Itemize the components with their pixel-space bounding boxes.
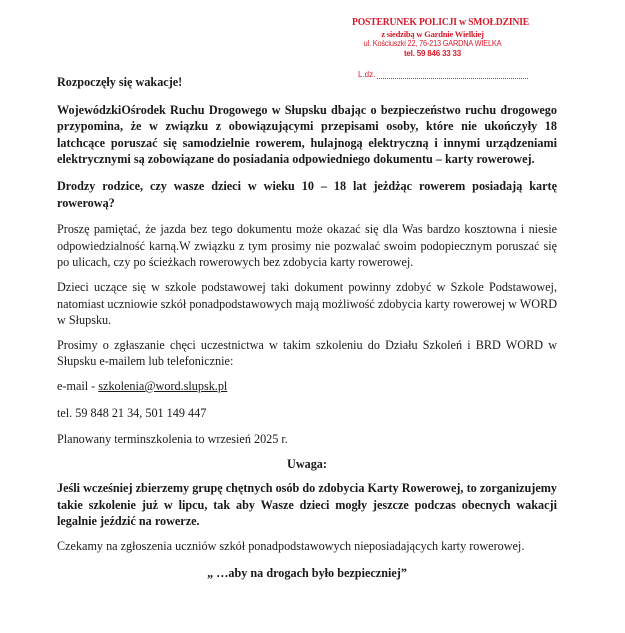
email-line	[57, 378, 557, 395]
email-link[interactable]: szkolenia@word.slupsk.pl	[98, 378, 228, 393]
planned-date: Planowany terminszkolenia to wrzesień 2025 r.	[57, 432, 288, 447]
motto: „ …aby na drogach było bezpieczniej”	[207, 565, 407, 580]
stamp-line-4: tel. 59 846 33 33	[403, 49, 462, 58]
police-stamp	[345, 16, 530, 59]
question-paragraph: Drodzy rodzice, czy wasze dzieci w wieku 10 – 18 lat jeżdżąc rowerem posiadają kartę rowerową?	[57, 178, 557, 210]
warning-paragraph: Proszę pamiętać, że jazda bez tego dokumentu może okazać się dla Was bardzo kosztowna i niesie odpowiedzialność karną.W związku z tym prosimy nie pozwalać swoim podopiecznym poruszać się po ulicach, czy po ścieżkach rowerowych bez zdobycia karty rowerowej.	[57, 222, 557, 270]
note-paragraph: Jeśli wcześniej zbierzemy grupę chętnych osób do zdobycia Karty Rowerowej, to zorganizujemy takie szkolenie już w lipcu, tak aby Wasze dzieci mogły jeszcze podczas obecnych wakacji legalnie jeździć na rowerze.	[57, 481, 557, 529]
registry-label: L.dz.	[358, 70, 376, 79]
intro-paragraph: WojewódzkiOśrodek Ruchu Drogowego w Słupsku dbając o bezpieczeństwo ruchu drogowego przypomina, że w związku z obowiązującymi przepisami osoby, które nie ukończyły 18 latchcące poruszać się samodzielnie rowerem, hulajnogą elektryczną i innymi urządzeniami elektrycznymi są zobowiązane do posiadania odpowiedniego dokumentu – karty rowerowej.	[57, 102, 557, 167]
email-label: e-mail -	[57, 378, 99, 393]
schools-paragraph: Dzieci uczące się w szkole podstawowej taki dokument powinny zdobyć w Szkole Podstawowej, natomiast uczniowie szkół ponadpodstawowych mają możliwość zdobycia karty rowerowej w WORD w Słupsku.	[57, 279, 558, 328]
stamp-line-1: POSTERUNEK POLICJI w SMOŁDZINIE	[352, 17, 530, 28]
attention-heading: Uwaga:	[287, 456, 327, 471]
document-body	[57, 74, 557, 581]
stamp-line-3: ul. Kościuszki 22, 76-213 GARDNA WIELKA	[363, 39, 502, 48]
greeting-heading: Rozpoczęły się wakacje!	[57, 75, 183, 89]
closing-paragraph: Czekamy na zgłoszenia uczniów szkół ponadpodstawowych nieposiadających karty rowerowej.	[57, 539, 525, 554]
phone-line: tel. 59 848 21 34, 501 149 447	[57, 405, 207, 420]
stamp-line-2: z siedzibą w Gardnie Wielkiej	[381, 29, 484, 39]
signup-paragraph: Prosimy o zgłaszanie chęci uczestnictwa w takim szkoleniu do Działu Szkoleń i BRD WORD w Słupsku e-mailem lub telefonicznie:	[57, 337, 557, 369]
